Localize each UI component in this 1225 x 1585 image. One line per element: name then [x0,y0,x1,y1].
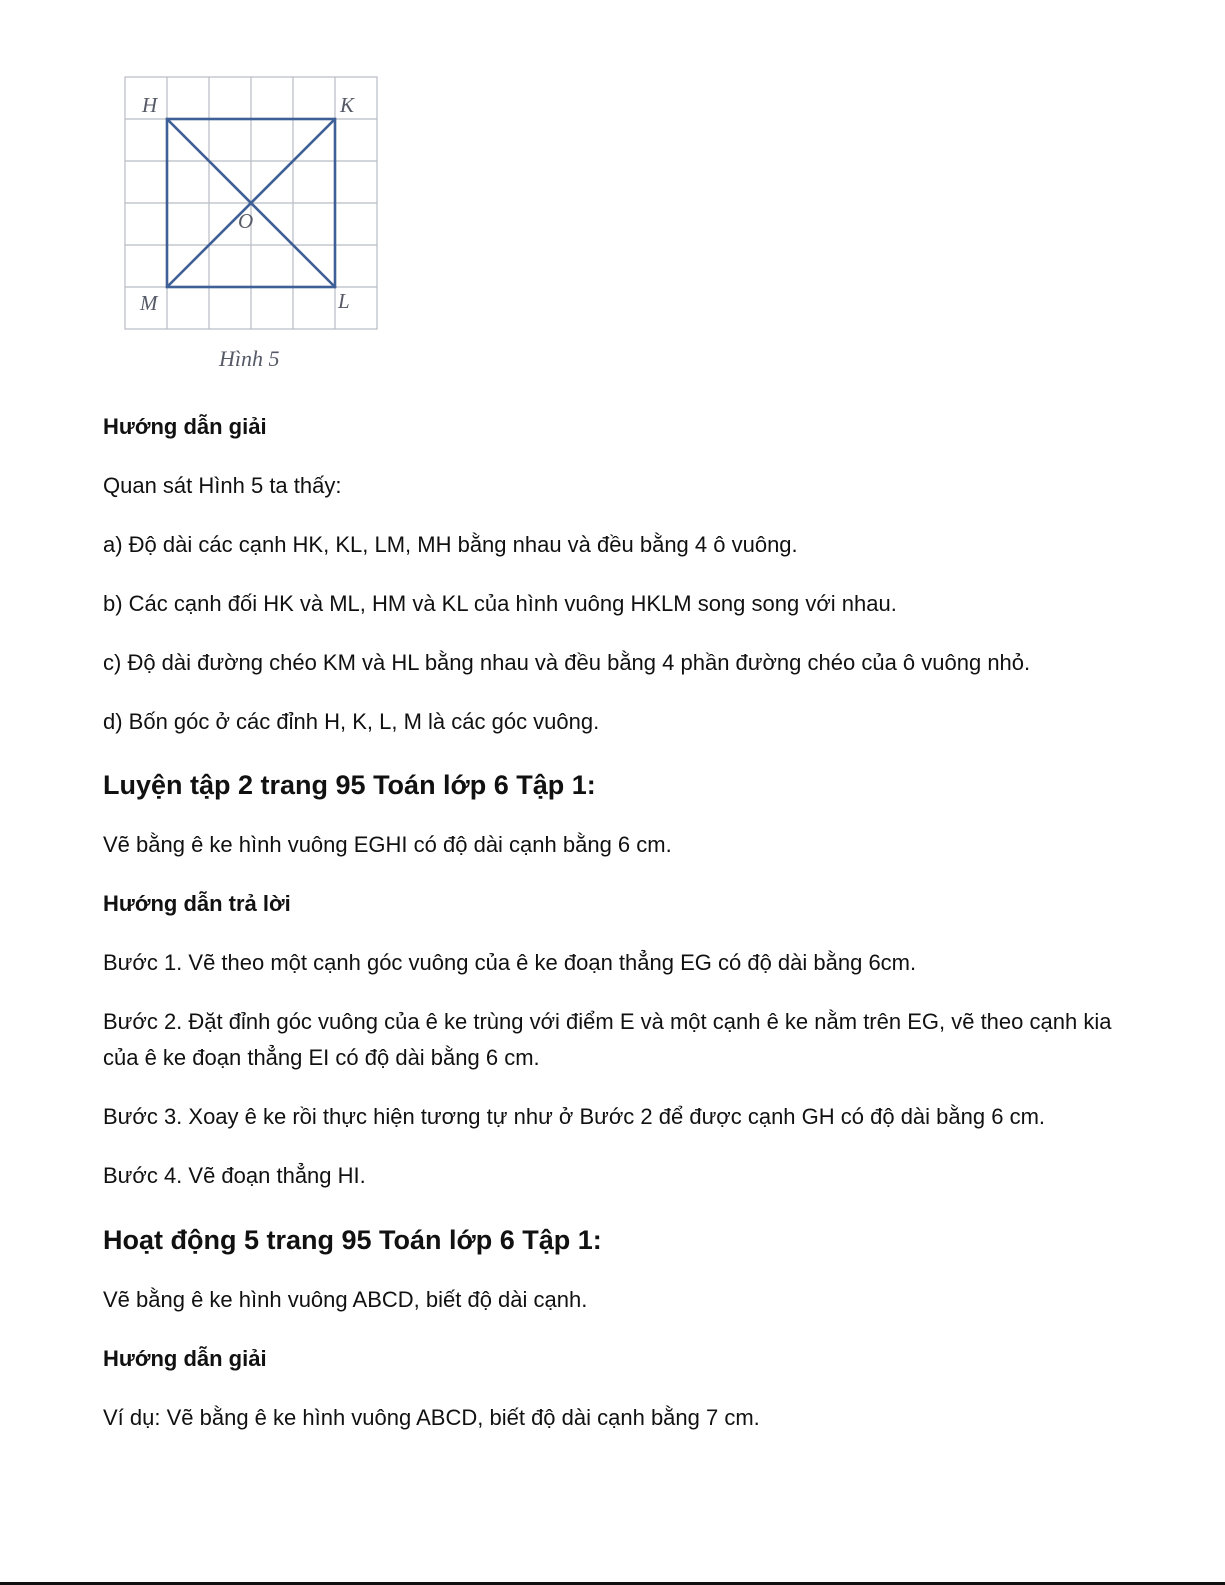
step-2: Bước 2. Đặt đỉnh góc vuông của ê ke trùng với điểm E và một cạnh ê ke nằm trên EG, vẽ theo cạnh kia của ê ke đoạn thẳng EI có độ dài bằng 6 cm. [103,1009,1112,1070]
step-1: Bước 1. Vẽ theo một cạnh góc vuông của ê ke đoạn thẳng EG có độ dài bằng 6cm. [103,950,917,975]
item-d: d) Bốn góc ở các đỉnh H, K, L, M là các góc vuông. [103,709,600,734]
vertex-label-k: K [340,93,355,117]
vertex-label-h: H [142,93,158,117]
guide-title-2: Hướng dẫn giải [103,1346,267,1371]
answer-guide-title: Hướng dẫn trả lời [103,891,291,916]
document-body [103,408,1123,1436]
item-a: a) Độ dài các cạnh HK, KL, LM, MH bằng nhau và đều bằng 4 ô vuông. [103,532,798,557]
figure-caption: Hình 5 [219,346,280,371]
item-b: b) Các cạnh đối HK và ML, HM và KL của hình vuông HKLM song song với nhau. [103,591,897,616]
vertex-label-o: O [238,209,254,233]
section-heading-hoat-dong-5: Hoạt động 5 trang 95 Toán lớp 6 Tập 1: [103,1225,602,1255]
square-grid-diagram [118,70,388,380]
figure-hinh-5 [118,70,388,380]
step-3: Bước 3. Xoay ê ke rồi thực hiện tương tự như ở Bước 2 để được cạnh GH có độ dài bằng 6 cm. [103,1104,1046,1129]
example-text: Ví dụ: Vẽ bằng ê ke hình vuông ABCD, biết độ dài cạnh bằng 7 cm. [103,1405,760,1430]
step-4: Bước 4. Vẽ đoạn thẳng HI. [103,1163,366,1188]
section-heading-luyen-tap-2: Luyện tập 2 trang 95 Toán lớp 6 Tập 1: [103,770,596,800]
item-c: c) Độ dài đường chéo KM và HL bằng nhau và đều bằng 4 phần đường chéo của ô vuông nhỏ. [103,650,1031,675]
intro-text: Quan sát Hình 5 ta thấy: [103,473,342,498]
activity-task: Vẽ bằng ê ke hình vuông ABCD, biết độ dài cạnh. [103,1287,588,1312]
guide-title: Hướng dẫn giải [103,414,267,439]
vertex-label-l: L [338,289,350,313]
practice-task: Vẽ bằng ê ke hình vuông EGHI có độ dài cạnh bằng 6 cm. [103,832,672,857]
vertex-label-m: M [140,291,158,315]
